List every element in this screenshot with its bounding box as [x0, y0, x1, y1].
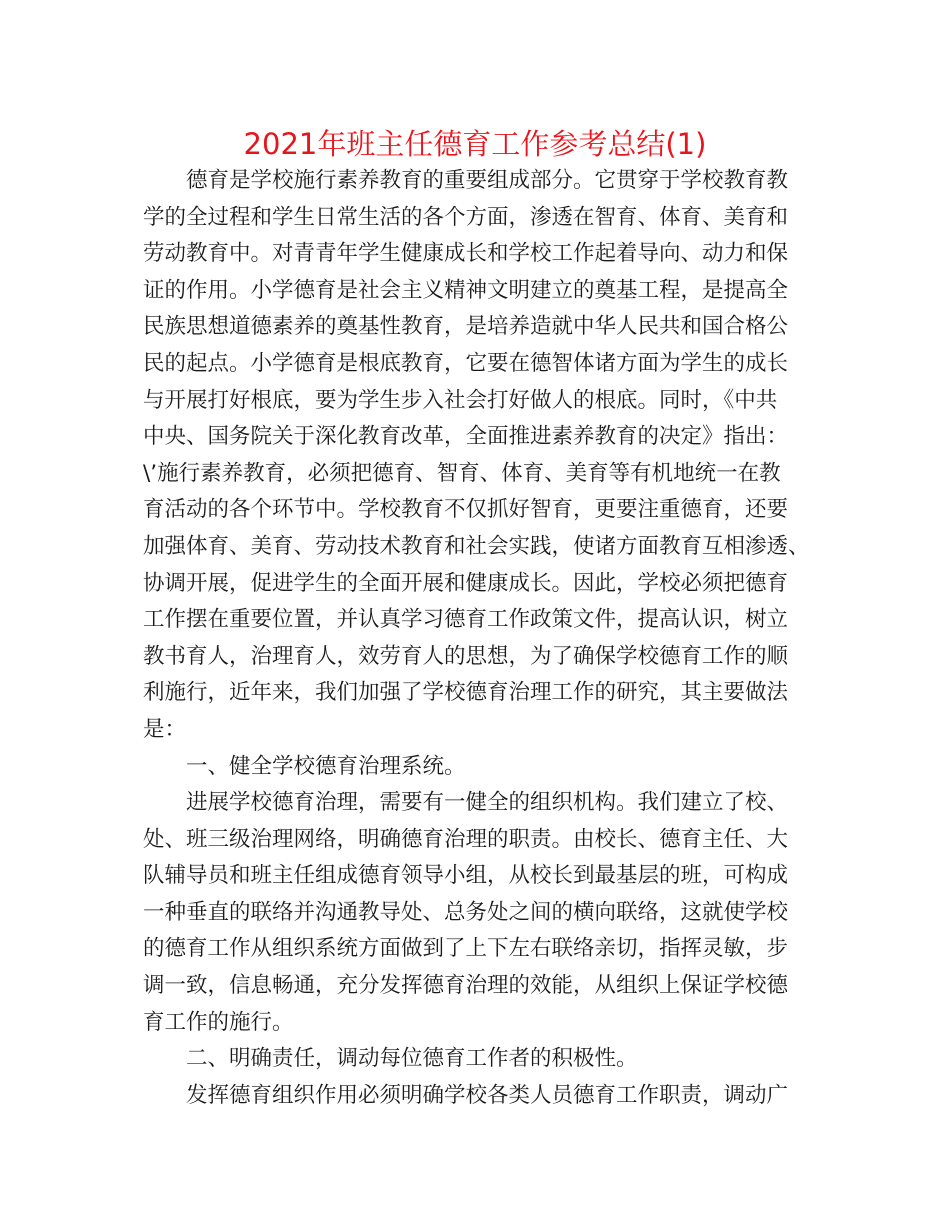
- document-body: [143, 163, 843, 1114]
- text-line: 与开展打好根底，要为学生步入社会打好做人的根底。同时，《中共: [143, 387, 778, 413]
- text-line: 民的起点。小学德育是根底教育，它要在德智体诸方面为学生的成长: [143, 350, 789, 376]
- text-line: 处、班三级治理网络，明确德育治理的职责。由校长、德育主任、大: [143, 826, 789, 852]
- text-line: \’施行素养教育，必须把德育、智育、体育、美育等有机地统一在教: [143, 460, 781, 486]
- text-line: 一、健全学校德育治理系统。: [186, 753, 466, 779]
- text-line: 育工作的施行。: [143, 1009, 294, 1035]
- text-line: 发挥德育组织作用必须明确学校各类人员德育工作职责，调动广: [186, 1082, 789, 1108]
- text-line: 学的全过程和学生日常生活的各个方面，渗透在智育、体育、美育和: [143, 204, 789, 230]
- paragraph: [143, 785, 843, 1041]
- text-line: 调一致，信息畅通，充分发挥德育治理的效能，从组织上保证学校德: [143, 973, 789, 999]
- text-line: 劳动教育中。对青青年学生健康成长和学校工作起着导向、动力和保: [143, 241, 789, 267]
- text-line: 进展学校德育治理，需要有一健全的组织机构。我们建立了校、: [186, 790, 789, 816]
- text-line: 工作摆在重要位置，并认真学习德育工作政策文件，提高认识，树立: [143, 607, 789, 633]
- paragraph: [143, 1041, 843, 1078]
- text-line: 育活动的各个环节中。学校教育不仅抓好智育，更要注重德育，还要: [143, 497, 789, 523]
- text-line: 一种垂直的联络并沟通教导处、总务处之间的横向联络，这就使学校: [143, 899, 789, 925]
- text-line: 队辅导员和班主任组成德育领导小组，从校长到最基层的班，可构成: [143, 863, 789, 889]
- text-line: 协调开展，促进学生的全面开展和健康成长。因此，学校必须把德育: [143, 570, 789, 596]
- text-line: 利施行，近年来，我们加强了学校德育治理工作的研究，其主要做法: [143, 680, 789, 706]
- text-line: 二、明确责任，调动每位德育工作者的积极性。: [186, 1046, 638, 1072]
- paragraph: [143, 163, 843, 749]
- text-line: 中央、国务院关于深化教育改革，全面推进素养教育的决定》指出：: [143, 424, 789, 450]
- text-line: 教书育人，治理育人，效劳育人的思想，为了确保学校德育工作的顺: [143, 643, 789, 669]
- text-line: 德育是学校施行素养教育的重要组成部分。它贯穿于学校教育教: [186, 168, 789, 193]
- text-line: 加强体育、美育、劳动技术教育和社会实践，使诸方面教育互相渗透、: [143, 533, 810, 559]
- document-title: 2021年班主任德育工作参考总结(1): [243, 127, 707, 161]
- text-line: 民族思想道德素养的奠基性教育，是培养造就中华人民共和国合格公: [143, 314, 789, 340]
- paragraph: [143, 749, 843, 786]
- paragraph: [143, 1078, 843, 1115]
- text-line: 是：: [143, 716, 187, 742]
- text-line: 的德育工作从组织系统方面做到了上下左右联络亲切，指挥灵敏，步: [143, 936, 789, 962]
- text-line: 证的作用。小学德育是社会主义精神文明建立的奠基工程，是提高全: [143, 277, 789, 303]
